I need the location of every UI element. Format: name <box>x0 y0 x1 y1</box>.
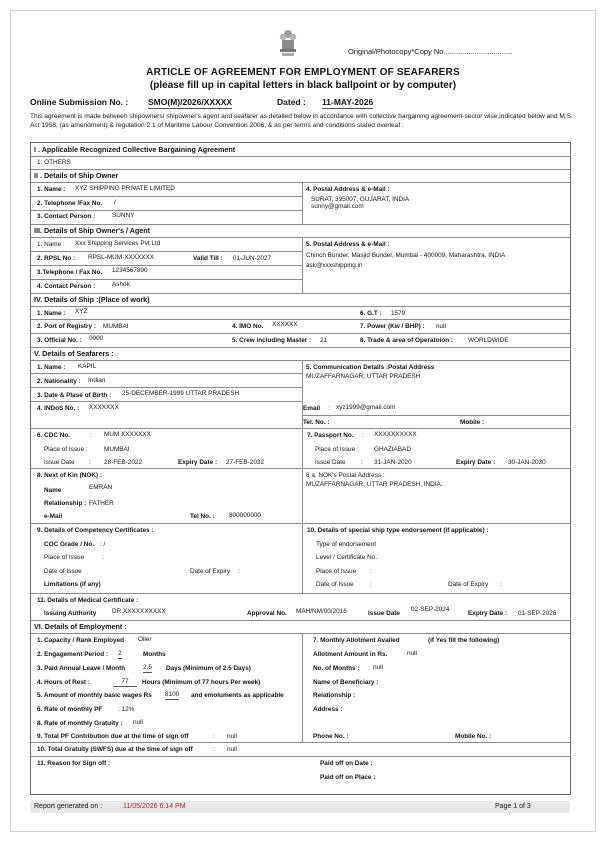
total-pf-colon: : <box>213 733 215 740</box>
seafarer-dob-value: 25-DECEMBER-1999 UTTAR PRADESH <box>122 390 240 397</box>
ship-power-label: 7. Power (Kw / BHP) : <box>360 323 425 330</box>
seafarer-name-label: 1. Name : <box>37 364 66 371</box>
agent-valid-label: Valid Till : <box>193 255 223 262</box>
gratuity-value: null <box>133 719 143 726</box>
cba-value: 1. OTHERS <box>37 159 71 166</box>
agent-tel-value: 1234567890 <box>112 267 148 274</box>
ship-trade-value: WORLDWIDE <box>468 337 509 344</box>
medical-expiry-value: 01-SEP-2026 <box>518 610 557 617</box>
total-gratuity-label: 10. Total Gratuity (SWFS) due at the time of sign off <box>37 746 193 753</box>
rest-value: 77 <box>113 678 137 687</box>
report-generated-label: Report generated on : <box>34 803 103 810</box>
leave-unit: Days (Minimum of 2.5 Days) <box>166 665 251 672</box>
form-subtitle: (please fill up in capital letters in black ballpoint or by computer) <box>149 80 457 91</box>
seafarer-comm-value: MUZAFFARNAGAR, UTTAR PRADESH <box>306 373 421 380</box>
nok-name-label: Name <box>44 487 62 494</box>
nok-relationship-value: FATHER <box>89 500 114 507</box>
agent-postal-label: 5. Postal Address & e-Mail : <box>306 241 390 248</box>
ship-port-label: 2. Port of Registry : <box>37 323 96 330</box>
signoff-reason-label: 11. Reason for Sign off : <box>37 760 111 767</box>
nok-relationship-label: Relationship : <box>44 500 87 507</box>
coc-date-label: Date of Issue <box>44 568 82 575</box>
nok-email-label: e-Mail <box>44 513 63 520</box>
seafarer-dob-label: 3. Date & Plase of Birth : <box>37 392 112 399</box>
passport-issue-label: Issue Date <box>315 459 346 466</box>
owner-tel-value: / <box>114 199 116 206</box>
capacity-label: 1. Capacity / Rank Employed <box>37 637 125 644</box>
national-emblem-icon <box>277 28 299 58</box>
owner-email: sunny@gmail.com <box>311 203 364 210</box>
wage-unit: and emoluments as applicable <box>191 692 284 699</box>
seafarer-nationality-label: 2. Nationality : <box>37 378 81 385</box>
seafarer-indos-value: XXXXXXX <box>89 404 119 411</box>
coc-place-colon: : <box>102 554 104 561</box>
report-footer <box>30 801 570 813</box>
coc-limitations-label: Limitations (if any) <box>44 581 101 588</box>
agent-email: ask@xxxshipping.in <box>306 262 363 269</box>
ship-trade-label: 8. Trade & area of Operatoion : <box>360 337 454 344</box>
ship-imo-label: 4. IMO No. <box>232 323 264 330</box>
seafarer-indos-label: 4. INDoS No. : <box>37 405 80 412</box>
coc-expiry-label: Date of Expiry <box>190 568 231 575</box>
passport-issue-colon: : <box>361 459 363 466</box>
coc-grade-label: COC Grade / No. <box>44 541 95 548</box>
page-number: Page 1 of 3 <box>495 803 531 810</box>
section-title-owner-agent: III. Details of Ship Owner's / Agent <box>34 226 151 235</box>
passport-colon: : <box>362 432 364 439</box>
ship-official-value: 0000 <box>89 335 104 342</box>
allotment-note: (if Yes fill the following) <box>428 637 500 644</box>
ship-power-value: null <box>436 323 446 330</box>
cdc-issue-label: Issue Date <box>44 459 75 466</box>
passport-place-label: Place of Issue : <box>315 446 359 453</box>
nok-label: 8. Next of Kin (NOK) : <box>37 472 102 479</box>
form-title: ARTICLE OF AGREEMENT FOR EMPLOYMENT OF SEAFARERS <box>146 67 460 78</box>
allotment-label: 7. Monthly Allotment Availed <box>313 637 400 644</box>
dated-label: Dated : <box>277 97 306 107</box>
coc-title: 9. Details of Competency Certificates : <box>37 527 154 534</box>
allotment-amount-label: Allotment Amount in Rs. <box>313 651 388 658</box>
agent-valid-value: 01-JUN-2027 <box>233 255 272 262</box>
passport-value: XXXXXXXXXX <box>374 431 417 438</box>
agent-contact-value: Ashok <box>112 281 130 288</box>
leave-label: 3. Paid Annual Leave / Month <box>37 665 126 672</box>
medical-title: 11. Details of Medical Certificate : <box>37 597 139 604</box>
submission-number-label: Online Submission No. : <box>30 97 129 107</box>
total-pf-value: null <box>227 733 237 740</box>
passport-label: 7. Passport No. <box>307 432 354 439</box>
section-title-employment: VI. Details of Employment : <box>34 622 127 631</box>
medical-authority-label: Issuing Authority <box>44 610 97 617</box>
ship-name-value: XYZ <box>75 308 88 315</box>
owner-name-label: 1. Name : <box>37 186 66 193</box>
seafarer-email-colon: : <box>328 405 330 412</box>
owner-postal-label: 4. Postal Address & e-Mail : <box>306 186 390 193</box>
beneficiary-relationship-label: Relationship : <box>313 692 356 699</box>
beneficiary-address-label: Address : <box>313 706 343 713</box>
agent-name-value: Xxx Shipping Services Pvt Ltd <box>75 240 161 247</box>
nok-address-value: MUZAFFARNAGAR, UTTAR PRADESH, INDIA. <box>306 481 443 488</box>
agent-postal-line1: Chinch Bunder, Masjid Bunder, Mumbai - 400009, Maharashtra, INDIA <box>306 252 506 259</box>
section-title-seafarers: V. Details of Seafarers : <box>34 349 114 358</box>
report-generated-value: 11/05/2026 6.14 PM <box>123 803 186 810</box>
seafarer-name-value: KAPIL <box>78 363 97 370</box>
capacity-value: Oiler <box>138 636 152 643</box>
passport-issue-value: 31-JAN-2020 <box>374 459 412 466</box>
gratuity-label: 8. Rate of monthly Gratuity : <box>37 720 123 727</box>
seafarer-comm-label: 5. Communication Details :Postal Address <box>306 364 435 371</box>
passport-expiry-value: 30-JAN-2030 <box>508 459 546 466</box>
seafarer-mobile-label: Mobile : <box>460 419 485 426</box>
engagement-unit: Months <box>143 651 166 658</box>
coc-grade-value: : / <box>100 541 106 548</box>
ship-imo-value: XXXXXX <box>272 321 298 328</box>
endorsement-title: 10. Details of special ship type endorsement (if applicable) : <box>307 527 489 534</box>
nok-tel-label: Tel No. : <box>190 513 215 520</box>
cdc-expiry-label: Expiry Date : <box>178 459 218 466</box>
owner-contact-value: SUNNY <box>112 212 135 219</box>
endorsement-type-label: Type of endorsement <box>316 541 377 548</box>
owner-postal-line1: SURAT, 395007, GUJARAT, INDIA <box>311 196 410 203</box>
section-title-cba: I . Applicable Recognized Collective Bargaining Agreement <box>34 145 236 154</box>
rest-unit: Hours (Minimum of 77 hours Per week) <box>142 679 261 686</box>
beneficiary-mobile-label: Mobile No. : <box>455 733 492 740</box>
agent-rpsl-label: 2. RPSL No : <box>37 255 76 262</box>
ship-gt-label: 6. G.T : <box>360 310 382 317</box>
owner-name-value: XYZ SHIPPING PRIVATE LIMITED <box>75 185 175 192</box>
nok-tel-value: 800000000 <box>229 512 261 519</box>
seafarer-nationality-value: Indian <box>88 377 106 384</box>
cdc-place-value: MUMBAI <box>104 446 130 453</box>
wage-label: 5. Amount of monthly basic wages Rs <box>37 692 152 699</box>
beneficiary-phone-label: Phone No. : <box>313 733 349 740</box>
allotment-amount-value: null <box>407 650 417 657</box>
total-gratuity-value: null <box>227 746 237 753</box>
dated-value: 11-MAY-2026 <box>322 97 374 107</box>
engagement-label: 2. Engagement Period : <box>37 651 109 658</box>
ship-official-label: 3. Official No. : <box>37 337 82 344</box>
endorsement-expiry-label: Date of Expiry <box>448 581 489 588</box>
passport-expiry-label: Expiry Date : <box>456 459 496 466</box>
nok-address-label: 8 a. NOK's Postal Address : <box>306 472 385 479</box>
medical-issue-value: 02-SEP-2024 <box>411 606 450 613</box>
endorsement-date-label: Date of Issue <box>316 581 354 588</box>
owner-tel-label: 2. Telephone /Fax No. <box>37 200 103 207</box>
owner-contact-label: 3. Contact Person : <box>37 213 96 220</box>
leave-value: 2.5 <box>143 664 152 671</box>
pf-value: : 12% <box>118 706 135 713</box>
allotment-months-label: No. of Months : <box>313 665 360 672</box>
coc-expiry-colon: : <box>238 568 240 575</box>
endorsement-place-colon: : <box>370 568 372 575</box>
rest-label: 4. Hours of Rest : <box>37 679 90 686</box>
endorsement-place-label: Place of Issue <box>316 568 357 575</box>
ship-crew-label: 5. Crew including Master : <box>232 337 312 344</box>
medical-authority-value: DR.XXXXXXXXXX <box>112 608 166 615</box>
ship-name-label: 1. Name : <box>37 310 66 317</box>
ship-crew-value: 21 <box>320 337 328 344</box>
ship-gt-value: 1579 <box>391 310 406 317</box>
seafarer-email-label: Email <box>303 405 321 412</box>
cdc-expiry-value: 27-FEB-2032 <box>226 459 265 466</box>
agent-tel-label: 3.Telephone / Fax No. <box>37 269 103 276</box>
passport-place-value: GHAZIABAD <box>374 446 411 453</box>
paid-off-date-label: Paid off on Date : <box>320 760 373 767</box>
pf-label: 6. Rate of monthly PF <box>37 706 103 713</box>
cdc-colon: : <box>90 432 92 439</box>
cdc-issue-colon: : <box>89 459 91 466</box>
copy-number-label: Original/Photocopy*Copy No................................. <box>348 47 513 56</box>
total-gratuity-colon: : <box>213 746 215 753</box>
endorsement-expiry-colon: : <box>500 581 502 588</box>
medical-issue-label: Issue Date <box>368 610 400 617</box>
allotment-months-value: null <box>373 664 383 671</box>
agent-name-label: 1. Name : <box>37 241 65 248</box>
nok-name-value: EMRAN <box>89 484 113 491</box>
agreement-intro-text: This agreement is made between shipowners/ shipowner's agent and seafarer as detailed below in accordance with collective bargaining agreement-sector wise,indicated below and M.S. Act 1958, (as amendment) & regulation 2.1 of Maritime Labour Convention 2006, & as per terms and conditions stated overleaf : <box>30 113 573 129</box>
paid-off-place-label: Paid off on Place : <box>320 774 376 781</box>
medical-expiry-label: Expiry Date : <box>468 610 508 617</box>
section-title-ship: IV. Details of Ship :(Place of work) <box>34 295 150 304</box>
medical-approval-label: Approval No. <box>247 610 287 617</box>
cdc-value: MUM XXXXXXX <box>104 431 151 438</box>
total-pf-label: 9. Total PF Contribution due at the time of sign off <box>37 733 189 740</box>
wage-value: 8100 <box>165 691 180 698</box>
endorsement-date-colon: : <box>370 581 372 588</box>
ship-port-value: MUMBAI <box>103 323 129 330</box>
endorsement-level-label: Level / Certificate No. <box>316 554 378 561</box>
cdc-issue-value: 28-FEB-2022 <box>104 459 143 466</box>
coc-place-label: Place of Issue <box>44 554 85 561</box>
section-title-ship-owner: II . Details of Ship Owner <box>34 171 119 180</box>
beneficiary-label: Name of Beneficiary : <box>313 679 379 686</box>
cdc-place-label: Place of Issue : <box>44 446 88 453</box>
seafarer-email-value: xyz1999@gmail.com <box>336 404 396 411</box>
seafarer-tel-label: Tel. No. : <box>303 419 330 426</box>
submission-number-value: SMO(M)/2026/XXXXX <box>148 97 233 107</box>
cdc-label: 6. CDC No. <box>37 432 71 439</box>
engagement-value: 2 <box>118 650 122 657</box>
agent-rpsl-value: RPSL-MUM-XXXXXXX <box>88 254 155 261</box>
medical-approval-value: MAH/NM/00/2016 <box>296 608 347 615</box>
agent-contact-label: 4. Contact Person : <box>37 283 96 290</box>
